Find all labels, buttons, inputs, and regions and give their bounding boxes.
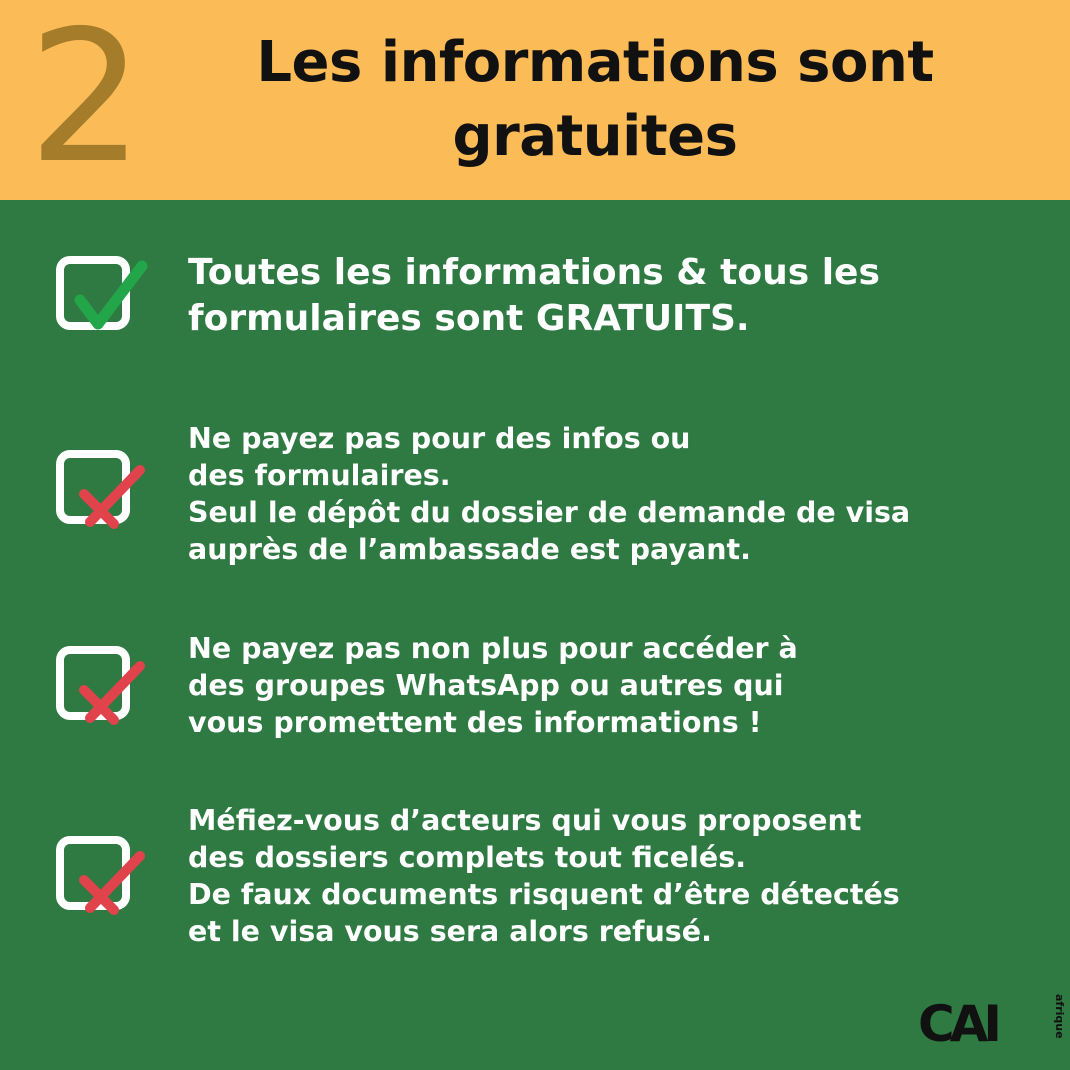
item-line: vous promettent des informations !	[188, 706, 762, 739]
checkbox-checked	[56, 256, 130, 330]
item-line: auprès de l’ambassade est payant.	[188, 533, 751, 566]
red-cross-icon	[58, 634, 158, 724]
item-line: Ne payez pas non plus pour accéder à	[188, 632, 798, 665]
item-text	[188, 802, 1028, 950]
checkbox-crossed	[56, 450, 130, 524]
green-check-icon	[58, 244, 158, 334]
item-line: Méfiez-vous d’acteurs qui vous proposent	[188, 804, 862, 837]
cai-logo	[918, 994, 1066, 1054]
page-title	[170, 26, 1020, 174]
red-cross-icon	[58, 824, 158, 914]
item-line: De faux documents risquent d’être détectés	[188, 878, 900, 911]
item-text	[188, 630, 1028, 741]
red-cross-icon	[58, 438, 158, 528]
checkbox-crossed	[56, 646, 130, 720]
item-line: Ne payez pas pour des infos ou	[188, 422, 691, 455]
title-line: gratuites	[452, 104, 738, 169]
item-line: Seul le dépôt du dossier de demande de visa	[188, 496, 911, 529]
item-line: et le visa vous sera alors refusé.	[188, 915, 712, 948]
step-number: 2	[28, 0, 144, 203]
item-text	[188, 250, 1028, 342]
item-line: des dossiers complets tout ficelés.	[188, 841, 747, 874]
item-line: des groupes WhatsApp ou autres qui	[188, 669, 784, 702]
logo-mark: CAI	[918, 995, 997, 1053]
header-banner	[0, 0, 1070, 203]
item-line: des formulaires.	[188, 459, 451, 492]
item-text	[188, 420, 1028, 568]
item-line: Toutes les informations & tous les	[188, 252, 880, 293]
title-line: Les informations sont	[256, 30, 934, 95]
checkbox-crossed	[56, 836, 130, 910]
item-line: formulaires sont GRATUITS.	[188, 298, 750, 339]
logo-subtitle: afrique	[1053, 994, 1066, 1039]
